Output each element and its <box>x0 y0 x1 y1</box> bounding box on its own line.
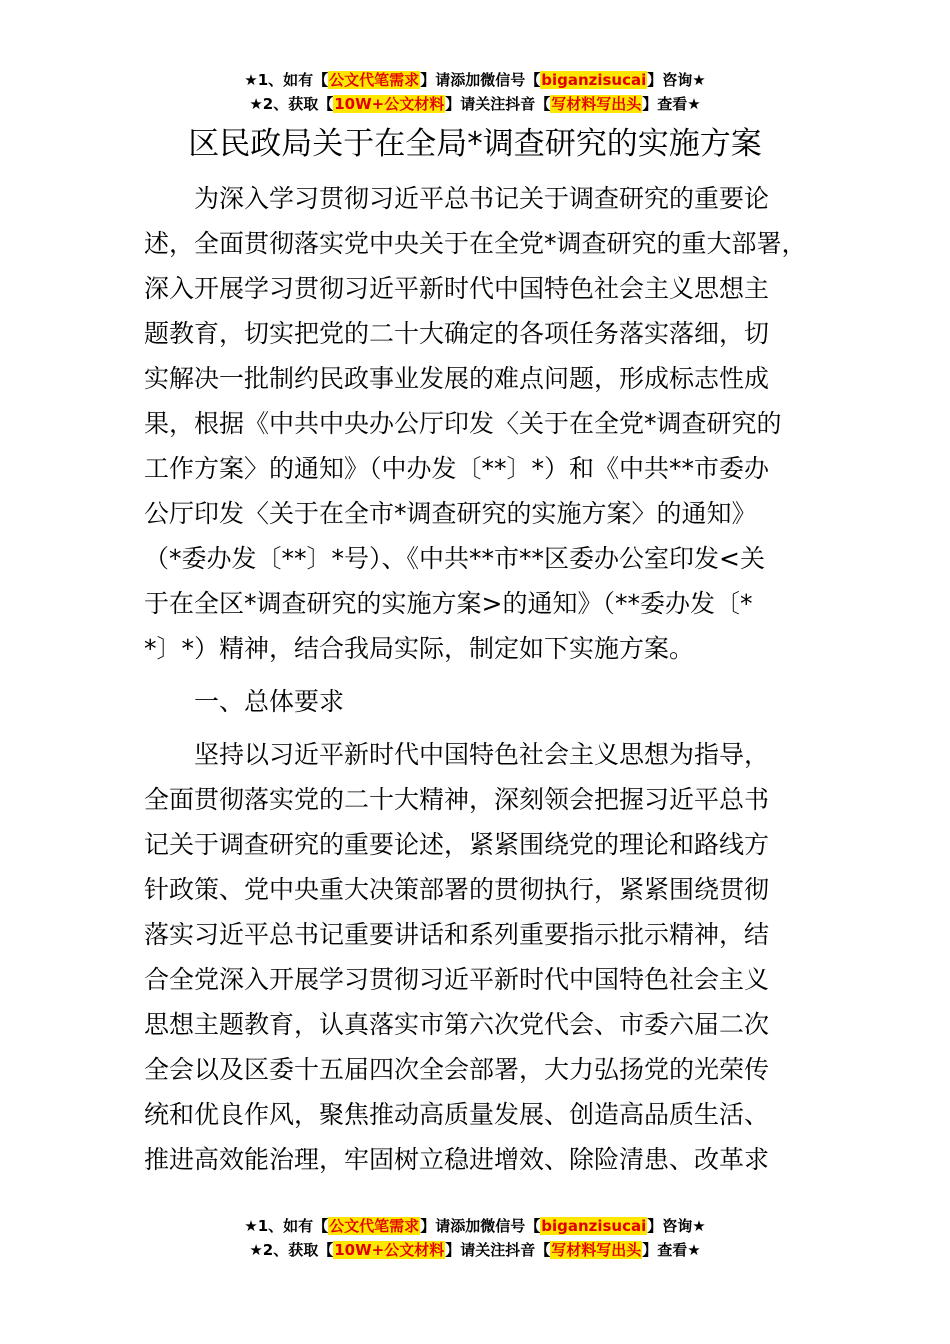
banner-text: 】请添加微信号【 <box>420 1217 541 1235</box>
banner-highlight: biganzisucai <box>541 1217 647 1235</box>
banner-text: 】查看★ <box>642 95 701 113</box>
banner-text: 】请关注抖音【 <box>445 1241 551 1259</box>
text-line: *〕*）精神，结合我局实际，制定如下实施方案。 <box>144 634 695 663</box>
banner-highlight: 公文代笔需求 <box>329 1217 420 1235</box>
banner-highlight: 10W+公文材料 <box>334 1241 445 1259</box>
banner-line-2 <box>0 92 950 116</box>
banner-text: ★1、如有【 <box>244 1217 329 1235</box>
text-line: 实解决一批制约民政事业发展的难点问题，形成标志性成 <box>144 364 770 393</box>
text-line: （*委办发〔**〕*号）、《中共**市**区委办公室印发<关 <box>144 544 765 573</box>
banner-highlight: 写材料写出头 <box>551 1241 642 1259</box>
banner-text: ★2、获取【 <box>249 1241 334 1259</box>
text-line: 果，根据《中共中央办公厅印发〈关于在全党*调查研究的 <box>144 409 782 438</box>
text-line: 合全党深入开展学习贯彻习近平新时代中国特色社会主义 <box>144 965 770 994</box>
text-line: 思想主题教育，认真落实市第六次党代会、市委六届二次 <box>144 1010 770 1039</box>
banner-text: 】查看★ <box>642 1241 701 1259</box>
text-line: 题教育，切实把党的二十大确定的各项任务落实落细，切 <box>144 319 770 348</box>
document-title: 区民政局关于在全局*调查研究的实施方案 <box>188 126 762 162</box>
banner-line-1 <box>0 68 950 92</box>
paragraph-2 <box>144 732 814 1182</box>
text-line: 于在全区*调查研究的实施方案>的通知》（**委办发〔* <box>144 589 753 618</box>
text-line: 推进高效能治理，牢固树立稳进增效、除险清患、改革求 <box>144 1145 770 1174</box>
text-line: 工作方案〉的通知》（中办发〔**〕*）和《中共**市委办 <box>144 454 770 483</box>
text-line: 针政策、党中央重大决策部署的贯彻执行，紧紧围绕贯彻 <box>144 875 770 904</box>
banner-text: ★1、如有【 <box>244 71 329 89</box>
text-line: 落实习近平总书记重要讲话和系列重要指示批示精神，结 <box>144 920 770 949</box>
banner-line-2 <box>0 1238 950 1262</box>
paragraph-1 <box>144 176 814 671</box>
banner-text: 】请添加微信号【 <box>420 71 541 89</box>
banner-text: 】咨询★ <box>647 71 706 89</box>
banner-highlight: 公文代笔需求 <box>329 71 420 89</box>
section-heading-1 <box>144 679 814 724</box>
banner-highlight: 10W+公文材料 <box>334 95 445 113</box>
banner-highlight: biganzisucai <box>541 71 647 89</box>
banner-line-1 <box>0 1214 950 1238</box>
text-line: 记关于调查研究的重要论述，紧紧围绕党的理论和路线方 <box>144 830 770 859</box>
text-line: 坚持以习近平新时代中国特色社会主义思想为指导， <box>144 740 770 769</box>
heading-text: 一、总体要求 <box>144 687 345 716</box>
banner-text: 】咨询★ <box>647 1217 706 1235</box>
text-line: 公厅印发〈关于在全市*调查研究的实施方案〉的通知》 <box>144 499 757 528</box>
text-line: 为深入学习贯彻习近平总书记关于调查研究的重要论 <box>144 184 770 213</box>
text-line: 全面贯彻落实党的二十大精神，深刻领会把握习近平总书 <box>144 785 770 814</box>
banner-highlight: 写材料写出头 <box>551 95 642 113</box>
banner-text: 】请关注抖音【 <box>445 95 551 113</box>
text-line: 述，全面贯彻落实党中央关于在全党*调查研究的重大部署， <box>144 229 807 258</box>
footer-banner <box>0 1214 950 1262</box>
text-line: 全会以及区委十五届四次全会部署，大力弘扬党的光荣传 <box>144 1055 770 1084</box>
text-line: 深入开展学习贯彻习近平新时代中国特色社会主义思想主 <box>144 274 770 303</box>
banner-text: ★2、获取【 <box>249 95 334 113</box>
header-banner <box>0 68 950 116</box>
text-line: 统和优良作风，聚焦推动高质量发展、创造高品质生活、 <box>144 1100 770 1129</box>
